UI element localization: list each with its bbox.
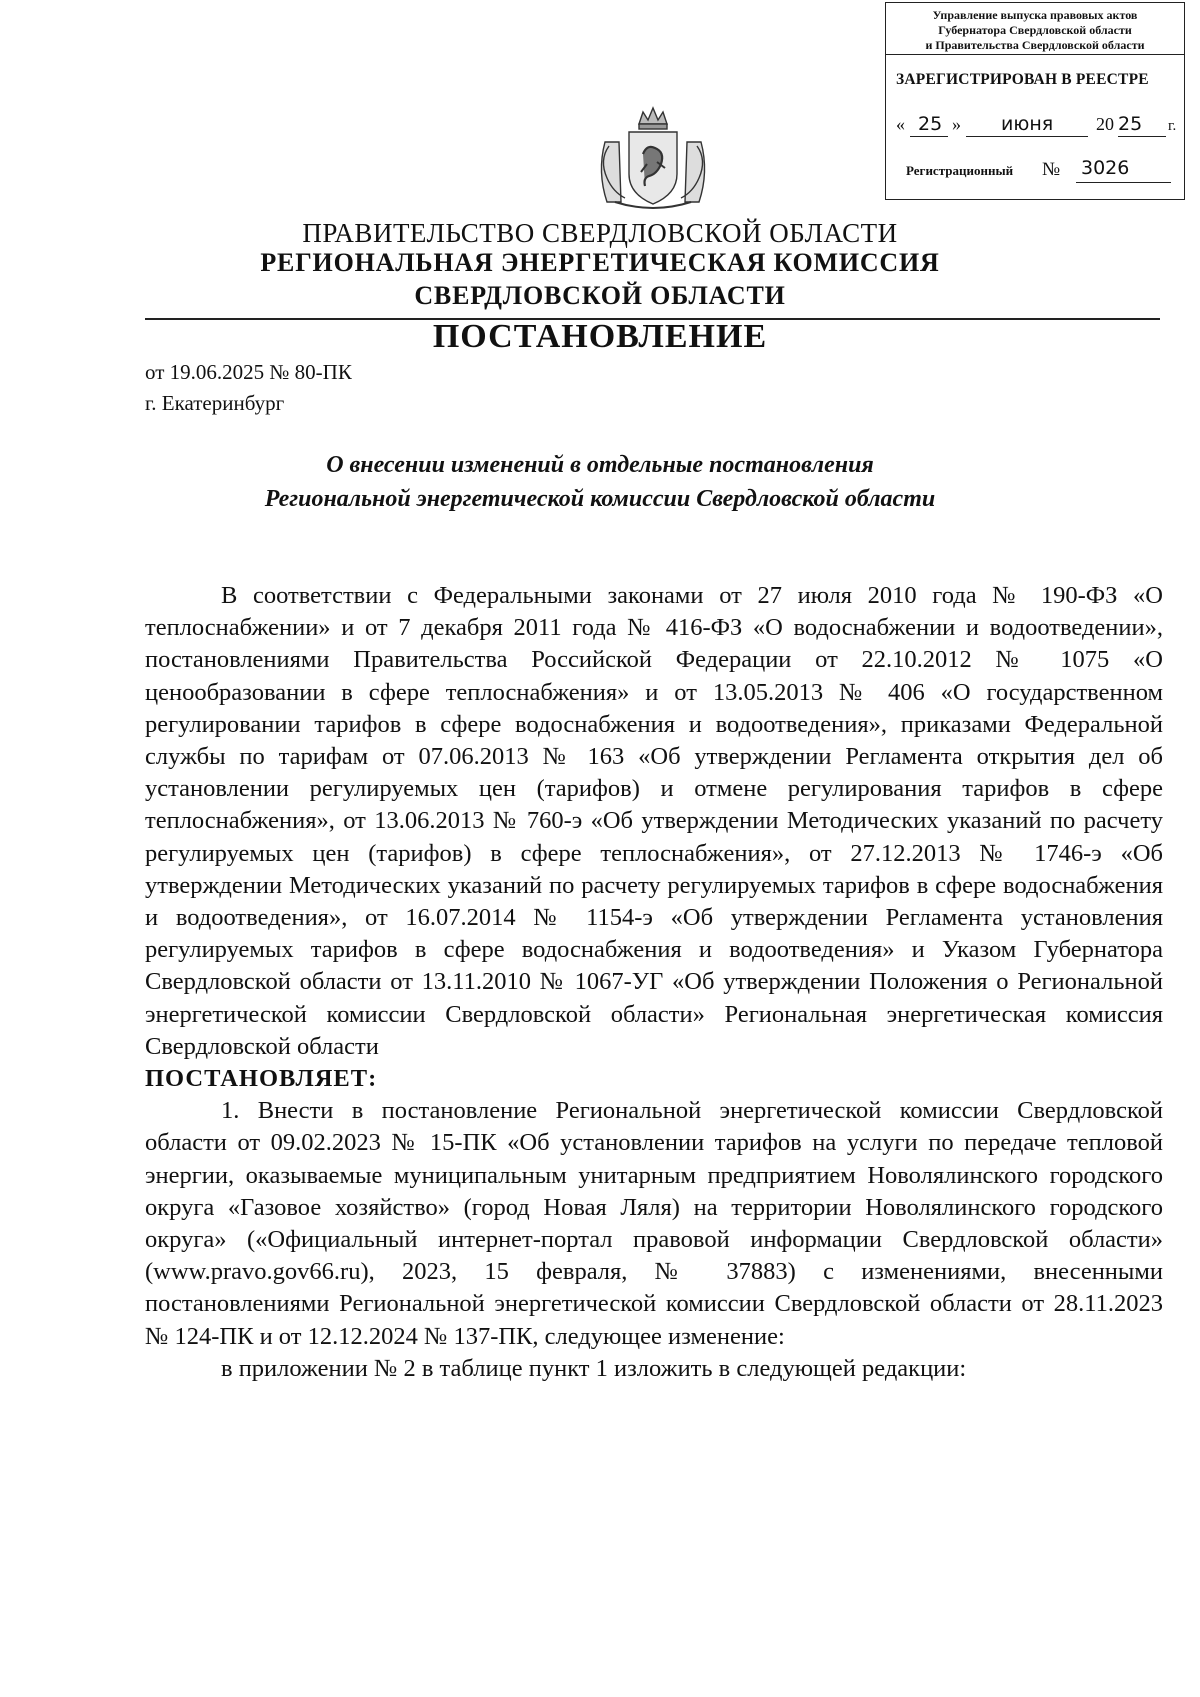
- document-title: [0, 448, 1200, 516]
- stamp-header: [886, 3, 1184, 55]
- document-title-line: О внесении изменений в отдельные постановления: [326, 452, 874, 478]
- stamp-reg-number: [906, 153, 1176, 183]
- stamp-date-year-suffix: 25: [1118, 113, 1143, 135]
- registration-stamp: [885, 2, 1185, 200]
- stamp-date-year-abbr: г.: [1168, 118, 1177, 134]
- commission-name-line2: СВЕРДЛОВСКОЙ ОБЛАСТИ: [414, 281, 786, 310]
- document-city: г. Екатеринбург: [145, 391, 285, 415]
- stamp-reg-number-sign: №: [1042, 159, 1061, 180]
- coat-of-arms-icon: [585, 102, 721, 214]
- stamp-date-day: 25: [918, 113, 943, 135]
- document-title-line: Региональной энергетической комиссии Свердловской области: [264, 486, 936, 512]
- stamp-header-line: Губернатора Свердловской области: [938, 23, 1132, 37]
- stamp-registered-label: ЗАРЕГИСТРИРОВАН В РЕЕСТРЕ: [896, 71, 1149, 88]
- stamp-date-year-prefix: 20: [1096, 114, 1114, 134]
- resolves-heading: ПОСТАНОВЛЯЕТ:: [145, 1065, 378, 1093]
- stamp-date-open-quote: «: [896, 114, 905, 134]
- government-name: ПРАВИТЕЛЬСТВО СВЕРДЛОВСКОЙ ОБЛАСТИ: [302, 218, 898, 248]
- stamp-date-month: июня: [1001, 113, 1054, 135]
- preamble-paragraph: В соответствии с Федеральными законами от 27 июля 2010 года № 190-ФЗ «О теплоснабжении» и от 7 декабря 2011 года № 416-ФЗ «О водоснабжении и водоотведении», постановлениями Правительства Российской Федерации от 22.10.2012 № 1075 «О ценообразовании в сфере теплоснабжения» и от 13.05.2013 № 406 «О государственном регулировании тарифов в сфере водоснабжения и водоотведения», приказами Федеральной службы по тарифам от 07.06.2013 № 163 «Об утверждении Регламента открытия дел об установлении регулируемых цен (тарифов) и отмене регулирования тарифов в сфере теплоснабжения», от 13.06.2013 № 760-э «Об утверждении Методических указаний по расчету регулируемых цен (тарифов) в сфере теплоснабжения», от 27.12.2013 № 1746-э «Об утверждении Методических указаний по расчету регулируемых тарифов в сфере водоснабжения и водоотведения», от 16.07.2014 № 1154-э «Об утверждении Регламента установления регулируемых тарифов в сфере водоснабжения и водоотведения» и Указом Губернатора Свердловской области от 13.11.2010 № 1067-УГ «Об утверждении Положения о Региональной энергетической комиссии Свердловской области» Региональная энергетическая комиссия Свердловской области: [145, 582, 1163, 1060]
- stamp-header-line: Управление выпуска правовых актов: [932, 8, 1138, 22]
- item-1-sub-paragraph: в приложении № 2 в таблице пункт 1 изложить в следующей редакции:: [221, 1354, 967, 1382]
- document-type: ПОСТАНОВЛЕНИЕ: [432, 318, 768, 355]
- document-date-number: от 19.06.2025 № 80-ПК: [145, 360, 352, 384]
- stamp-reg-number-value: 3026: [1081, 157, 1130, 179]
- document-body: [145, 580, 1163, 1385]
- commission-name-line1: РЕГИОНАЛЬНАЯ ЭНЕРГЕТИЧЕСКАЯ КОМИССИЯ: [260, 248, 940, 277]
- stamp-date: [896, 111, 1181, 137]
- item-1-paragraph: 1. Внести в постановление Региональной энергетической комиссии Свердловской области от 09.02.2023 № 15-ПК «Об установлении тарифов на услуги по передаче тепловой энергии, оказываемые муниципальным унитарным предприятием Новолялинского городского округа «Газовое хозяйство» (город Новая Ляля) на территории Новолялинского городского округа» («Официальный интернет-портал правовой информации Свердловской области» (www.pravo.gov66.ru), 2023, 15 февраля, № 37883) с изменениями, внесенными постановлениями Региональной энергетической комиссии Свердловской области от 28.11.2023 № 124-ПК и от 12.12.2024 № 137-ПК, следующее изменение:: [145, 1097, 1163, 1350]
- stamp-date-close-quote: »: [952, 114, 961, 134]
- stamp-header-line: и Правительства Свердловской области: [925, 38, 1145, 52]
- stamp-reg-number-label: Регистрационный: [906, 163, 1014, 178]
